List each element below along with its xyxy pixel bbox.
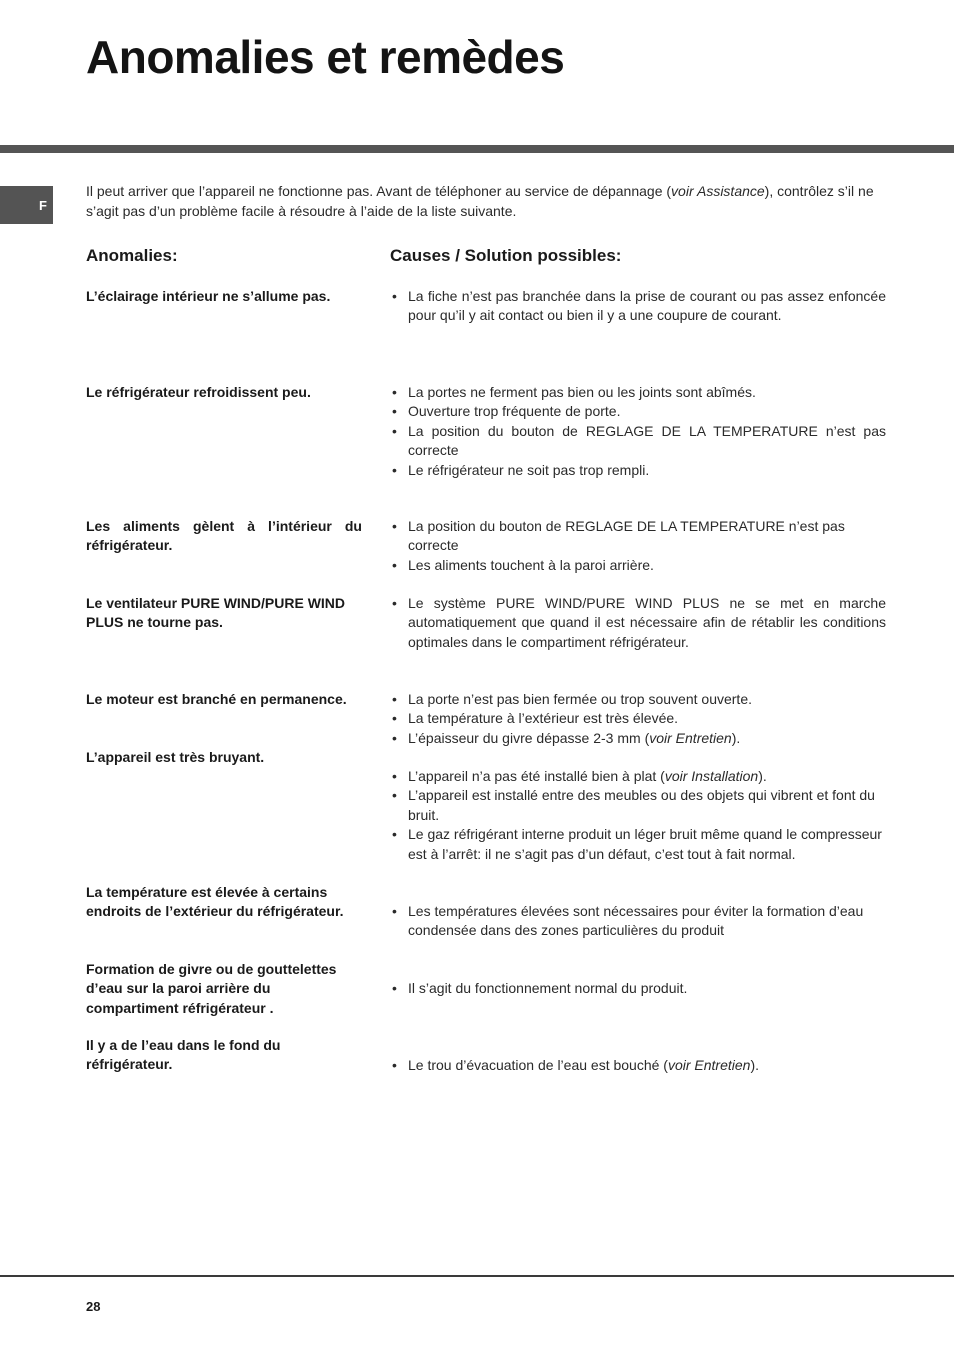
bullet-icon: • <box>392 595 397 611</box>
cause-item <box>390 594 886 652</box>
bullet-icon: • <box>392 710 397 727</box>
cause-text: Le réfrigérateur ne soit pas trop rempli. <box>408 461 650 478</box>
cause-text: Les aliments touchent à la paroi arrière. <box>408 556 654 573</box>
intro-text-end: ), contrôlez s’il ne s’agit pas d’un problème facile à résoudre à l’aide de la liste suivante. <box>86 183 874 219</box>
bullet-icon: • <box>392 384 397 400</box>
reference-installation: voir Installation <box>664 768 759 784</box>
header-divider <box>0 145 954 153</box>
causes-list-2 <box>390 383 886 480</box>
anomaly-7: La température est élevée à certains endroits de l’extérieur du réfrigérateur. <box>86 884 344 920</box>
cause-text: Le trou d’évacuation de l’eau est bouché ( <box>408 1057 668 1073</box>
bullet-icon: • <box>392 787 397 804</box>
anomaly-6: L’appareil est très bruyant. <box>86 749 265 765</box>
causes-list-5 <box>390 690 886 748</box>
cause-item <box>390 422 886 461</box>
anomaly-2: Le réfrigérateur refroidissent peu. <box>86 384 311 400</box>
anomaly-9: Il y a de l’eau dans le fond du réfrigérateur. <box>86 1037 281 1073</box>
cause-text: Le gaz réfrigérant interne produit un léger bruit même quand le compresseur est à l’arrêt: il ne s’agit pas d’un défaut, c’est tout à fait normal. <box>408 826 882 862</box>
cause-item <box>390 690 886 709</box>
intro-text-start: Il peut arriver que l’appareil ne fonctionne pas. Avant de téléphoner au service de dépannage ( <box>86 183 672 199</box>
bullet-icon: • <box>392 980 397 996</box>
cause-text: Il s’agit du fonctionnement normal du produit. <box>408 980 688 996</box>
page-number: 28 <box>86 1299 101 1314</box>
anomaly-5: Le moteur est branché en permanence. <box>86 691 347 707</box>
intro-reference-assistance: voir Assistance <box>671 183 765 199</box>
bullet-icon: • <box>392 422 397 439</box>
intro-text <box>86 181 886 221</box>
causes-list-9 <box>390 1056 886 1075</box>
cause-text-end: ). <box>758 768 767 784</box>
causes-list-1 <box>390 287 886 326</box>
cause-item <box>390 461 886 480</box>
bullet-icon: • <box>392 461 397 478</box>
cause-item <box>390 979 886 998</box>
bullet-icon: • <box>392 768 397 784</box>
bullet-icon: • <box>392 1057 397 1073</box>
bullet-icon: • <box>392 691 397 707</box>
cause-item <box>390 786 886 825</box>
cause-text: La porte n’est pas bien fermée ou trop souvent ouverte. <box>408 691 752 707</box>
anomaly-8: Formation de givre ou de gouttelettes d’eau sur la paroi arrière du compartiment réfrigérateur . <box>86 961 337 1016</box>
causes-list-4 <box>390 594 886 652</box>
cause-item <box>390 767 886 786</box>
cause-item <box>390 729 886 748</box>
cause-text: La position du bouton de REGLAGE DE LA TEMPERATURE n’est pas correcte <box>408 518 845 554</box>
cause-text: L’appareil n’a pas été installé bien à plat ( <box>408 768 665 784</box>
anomaly-1: L’éclairage intérieur ne s’allume pas. <box>86 288 331 304</box>
causes-list-6 <box>390 767 886 864</box>
cause-item <box>390 709 886 728</box>
causes-list-7 <box>390 902 886 941</box>
cause-text: L’appareil est installé entre des meubles ou des objets qui vibrent et font du bruit. <box>408 787 875 823</box>
cause-text: La position du bouton de REGLAGE DE LA TEMPERATURE n’est pas correcte <box>408 422 886 459</box>
anomaly-3: Les aliments gèlent à l’intérieur du réfrigérateur. <box>86 518 362 554</box>
cause-text: Ouverture trop fréquente de porte. <box>408 403 621 420</box>
language-tab-label: F <box>39 197 47 213</box>
cause-text: La température à l’extérieur est très élevée. <box>408 710 679 727</box>
causes-list-8 <box>390 979 886 998</box>
footer-divider <box>0 1275 954 1277</box>
cause-text: La portes ne ferment pas bien ou les joints sont abîmés. <box>408 384 756 400</box>
cause-text-end: ). <box>750 1057 760 1073</box>
cause-item <box>390 383 886 402</box>
cause-item <box>390 556 886 575</box>
cause-text-end: ). <box>731 729 741 746</box>
cause-text: La fiche n’est pas branchée dans la prise de courant ou pas assez enfoncée pour qu’il y ait contact ou bien il y a une coupure de courant. <box>408 288 886 324</box>
bullet-icon: • <box>392 518 397 534</box>
cause-item <box>390 902 886 941</box>
anomaly-4: Le ventilateur PURE WIND/PURE WIND PLUS ne tourne pas. <box>86 595 346 631</box>
causes-heading: Causes / Solution possibles: <box>390 246 622 265</box>
bullet-icon: • <box>392 403 397 420</box>
cause-text: L’épaisseur du givre dépasse 2-3 mm ( <box>408 729 650 746</box>
bullet-icon: • <box>392 903 397 919</box>
page-title: Anomalies et remèdes <box>86 31 565 83</box>
cause-item <box>390 1056 886 1075</box>
cause-item <box>390 517 886 556</box>
language-tab <box>0 186 53 224</box>
causes-list-3 <box>390 517 886 575</box>
cause-text: Les températures élevées sont nécessaires pour éviter la formation d’eau condensée dans des zones particulières du produit <box>408 903 864 939</box>
reference-entretien: voir Entretien <box>649 729 732 746</box>
cause-item <box>390 402 886 421</box>
cause-item <box>390 825 886 864</box>
reference-entretien: voir Entretien <box>667 1057 751 1073</box>
bullet-icon: • <box>392 826 397 843</box>
bullet-icon: • <box>392 288 397 304</box>
anomalies-heading: Anomalies: <box>86 246 178 265</box>
cause-text: Le système PURE WIND/PURE WIND PLUS ne se met en marche automatiquement que quand il est nécessaire afin de rétablir les conditions optimales dans le compartiment réfrigérateur. <box>408 595 886 650</box>
bullet-icon: • <box>392 729 397 746</box>
cause-item <box>390 287 886 326</box>
bullet-icon: • <box>392 556 397 573</box>
